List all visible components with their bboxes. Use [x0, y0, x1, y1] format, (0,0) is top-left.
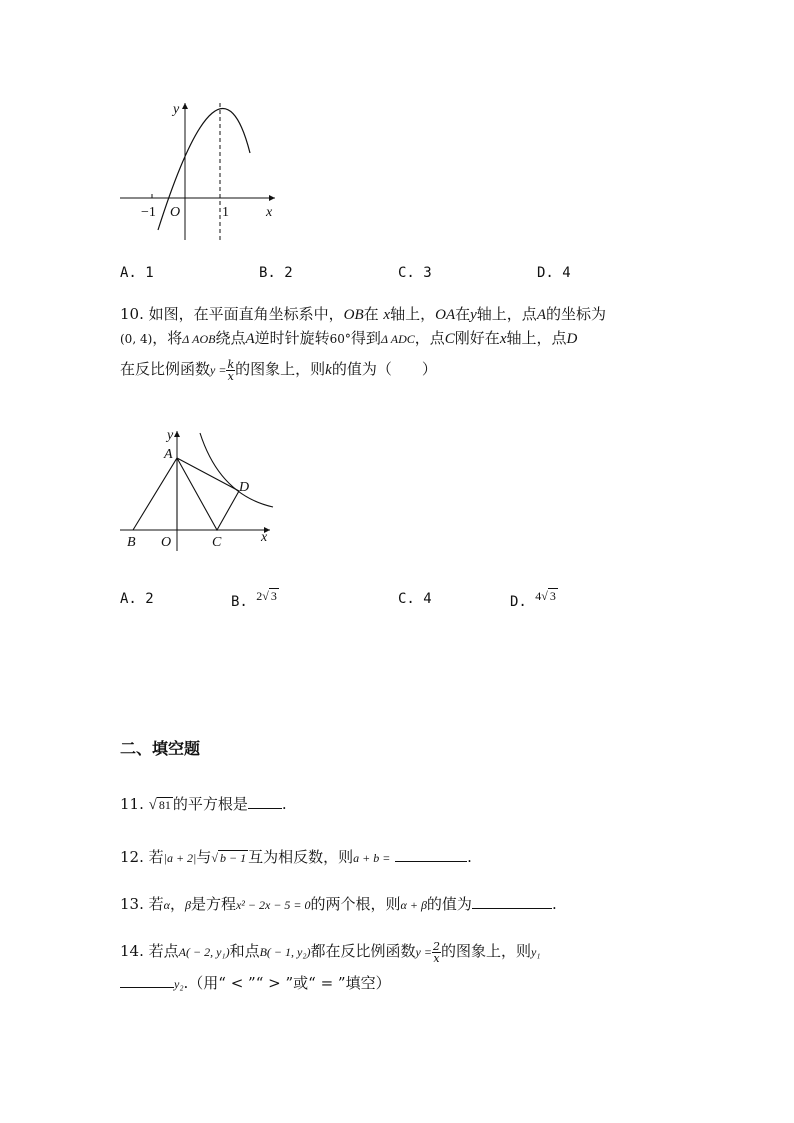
q10-x-label: x [261, 530, 268, 545]
q10-option-a[interactable]: A. 2 [120, 591, 154, 607]
q10-option-d[interactable]: D. 4√ 3 [510, 589, 556, 610]
q10-option-b[interactable]: B. 2√ 3 [231, 589, 277, 610]
q9-y-label: y [173, 102, 180, 117]
q14-line2: y₂.（用“ < ”“ > ”或“ = ”填空） [120, 972, 391, 993]
q10-line3: 在反比例函数y = $\frac{k}{x}$ 的图象上，则k的值为（ ） [120, 357, 437, 383]
q10-label-d: D [239, 480, 250, 495]
q10-y-label: y [167, 428, 174, 443]
q14-answer-blank[interactable] [120, 973, 174, 988]
q11-answer-blank[interactable] [248, 794, 282, 809]
q11: 11. √ 81 的平方根是 . [120, 795, 287, 813]
q9-option-c[interactable]: C. 3 [398, 265, 432, 281]
q9-tick-neg1: −1 [141, 205, 156, 220]
q10-label-a: A [164, 447, 173, 462]
q10-label-o: O [161, 535, 172, 550]
q10-option-c[interactable]: C. 4 [398, 591, 432, 607]
q10-label-c: C [212, 535, 222, 550]
q9-option-a[interactable]: A. 1 [120, 265, 154, 281]
q12-answer-blank[interactable] [395, 847, 467, 862]
q10-graph [115, 425, 285, 555]
q13: 13. 若α，β是方程x² − 2x − 5 = 0的两个根，则α + β的值为 . [120, 895, 557, 913]
q10-triangle-aob [133, 458, 177, 530]
q14-fraction: $\frac{2}{x}$ [432, 939, 440, 965]
q9-tick-1: 1 [222, 205, 229, 220]
q12: 12. 若|a + 2|与√ b − 1 互为相反数，则a + b = . [120, 848, 472, 866]
q10-triangle-adc [177, 458, 239, 530]
q9-x-label: x [266, 205, 273, 220]
q14-line1: 14. 若点A( − 2, y₁)和点B( − 1, y₂)都在反比例函数y = $\frac{2}{x}$ 的图象上，则y₁ [120, 939, 541, 965]
q10-label-b: B [127, 535, 136, 550]
q10-line1: 10. 如图，在平面直角坐标系中，OB在 x轴上，OA在y轴上，点A的坐标为 [120, 305, 606, 323]
q9-option-b[interactable]: B. 2 [259, 265, 293, 281]
q9-origin-label: O [170, 205, 181, 220]
section-title: 二、填空题 [120, 739, 201, 758]
q13-answer-blank[interactable] [472, 894, 552, 909]
q9-graph [110, 95, 290, 250]
q10-fraction: $\frac{k}{x}$ [227, 357, 235, 383]
q10-line2: (0, 4)，将Δ AOB绕点A逆时针旋转60°得到Δ ADC，点C刚好在x轴上，点D [120, 329, 578, 347]
q9-option-d[interactable]: D. 4 [537, 265, 571, 281]
